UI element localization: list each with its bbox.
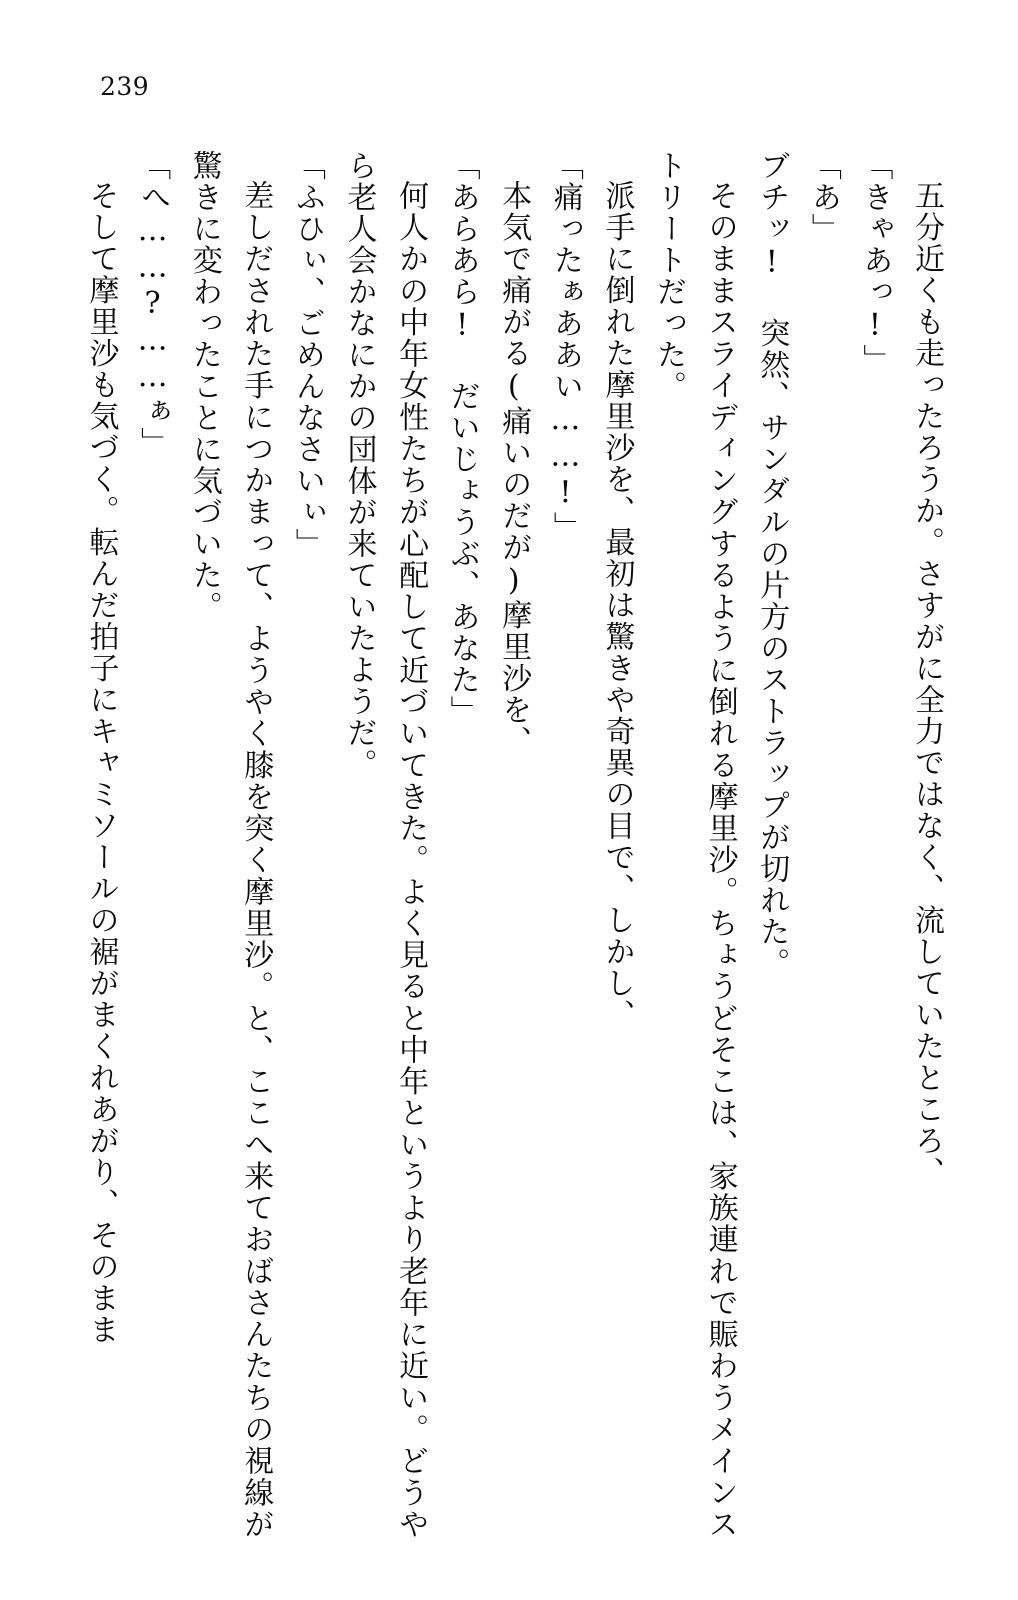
paragraph: 派手に倒れた摩里沙を、最初は驚きや奇異の目で、しかし、 <box>599 180 635 1031</box>
paragraph: 差しだされた手につかまって、ようやく膝を突く摩里沙。と、ここへ来ておばさんたちの視線が驚きに変わったことに気づいた。 <box>186 150 274 1541</box>
paragraph: 本気で痛がる(痛いのだが)摩里沙を、 <box>496 180 532 757</box>
paragraph: 「へ……?……ぁ」 <box>135 150 171 459</box>
paragraph: 「きゃあっ!」 <box>857 150 893 376</box>
page-body-text <box>72 150 952 1540</box>
paragraph: そして摩里沙も気づく。転んだ拍子にキャミソールの裾がまくれあがり、そのまま <box>83 180 119 1346</box>
paragraph: 「あ」 <box>805 150 841 245</box>
paragraph: 「あらあら! だいじょうぶ、あなた」 <box>444 150 480 727</box>
page-number: 239 <box>100 72 150 101</box>
paragraph: 「痛ったぁああい……!」 <box>547 150 583 543</box>
paragraph: ブチッ! 突然、サンダルの片方のストラップが切れた。 <box>754 150 790 979</box>
paragraph: 何人かの中年女性たちが心配して近づいてきた。よく見ると中年というより老年に近い。どうやら老人会かなにかの団体が来ていたようだ。 <box>341 150 429 1541</box>
paragraph: 「ふひぃ、ごめんなさいぃ」 <box>289 150 325 560</box>
paragraph: そのままスライディングするように倒れる摩里沙。ちょうどそこは、家族連れで賑わうメインストリートだった。 <box>651 150 738 1541</box>
paragraph: 五分近くも走ったろうか。さすがに全力ではなく、流していたところ、 <box>909 180 944 1188</box>
